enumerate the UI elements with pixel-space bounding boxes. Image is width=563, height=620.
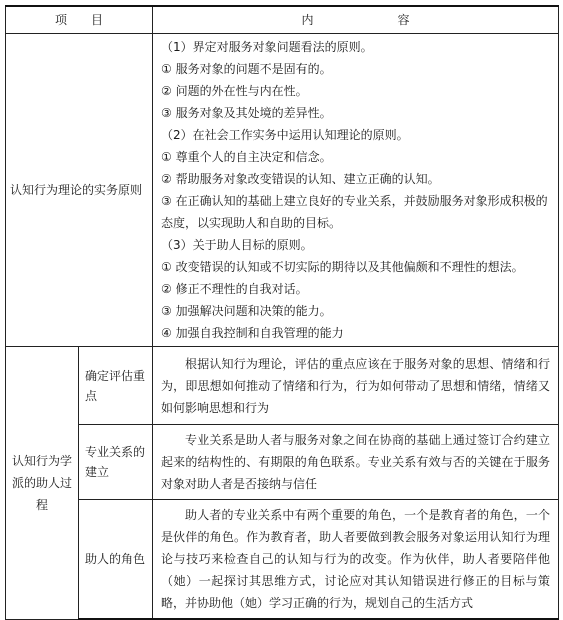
principle-line: ③ 服务对象及其处境的差异性。: [161, 106, 332, 120]
principle-line: ② 问题的外在性与内在性。: [161, 84, 308, 98]
text-role: 助人者的专业关系中有两个重要的角色，一个是教育者的角色，一个是伙伴的角色。作为教育者，助人者要做到教会服务对象运用认知行为理论与技巧来检查自己的认知与行为的改变。作为伙伴，助人者要陪伴他（她）一起探讨其思维方式，讨论应对其认知错误进行修正的目标与策略，并协助他（她）学习正确的行为，规划自己的生活方式: [153, 500, 559, 620]
process-row-relationship: [6, 425, 559, 500]
principle-line: ④ 加强自我控制和自我管理的能力: [161, 326, 344, 340]
school-label: 认知行为学派的助人过程: [6, 347, 79, 620]
header-project: 项 目: [6, 6, 153, 34]
process-row-assessment: [6, 347, 559, 425]
principle-line: ① 服务对象的问题不是固有的。: [161, 62, 332, 76]
text-relationship: 专业关系是助人者与服务对象之间在协商的基础上通过签订合约建立起来的结构性的、有期限的角色联系。专业关系有效与否的关键在于服务对象对助人者是否接纳与信任: [153, 425, 559, 500]
principle-line: ① 尊重个人的自主决定和信念。: [161, 150, 332, 164]
principle-line: （3）关于助人目标的原则。: [161, 238, 313, 252]
principle-line: ① 改变错误的认知或不切实际的期待以及其他偏颇和不理性的想法。: [161, 260, 524, 274]
text-assessment: 根据认知行为理论，评估的重点应该在于服务对象的思想、情绪和行为，即思想如何推动了情绪和行为，行为如何带动了思想和情绪，情绪又如何影响思想和行为: [153, 347, 559, 425]
sub-label-relationship: 专业关系的建立: [79, 425, 153, 500]
principles-row: [6, 34, 559, 347]
table-header-row: [6, 6, 559, 34]
principle-line: ③ 加强解决问题和决策的能力。: [161, 304, 332, 318]
header-content: 内 容: [153, 6, 559, 34]
principles-label: 认知行为理论的实务原则: [6, 34, 153, 347]
principle-line: 态度，以实现助人和自助的目标。: [161, 216, 342, 230]
principle-line: ② 修正不理性的自我对话。: [161, 282, 308, 296]
principle-line: ② 帮助服务对象改变错误的认知、建立正确的认知。: [161, 172, 440, 186]
process-row-role: [6, 500, 559, 620]
content-table: [5, 5, 559, 620]
principles-content: [153, 34, 559, 347]
principle-line: （2）在社会工作实务中运用认知理论的原则。: [161, 128, 409, 142]
sub-label-assessment: 确定评估重点: [79, 347, 153, 425]
principle-line: ③ 在正确认知的基础上建立良好的专业关系，并鼓励服务对象形成积极的: [161, 194, 548, 208]
sub-label-role: 助人的角色: [79, 500, 153, 620]
principle-line: （1）界定对服务对象问题看法的原则。: [161, 40, 373, 54]
